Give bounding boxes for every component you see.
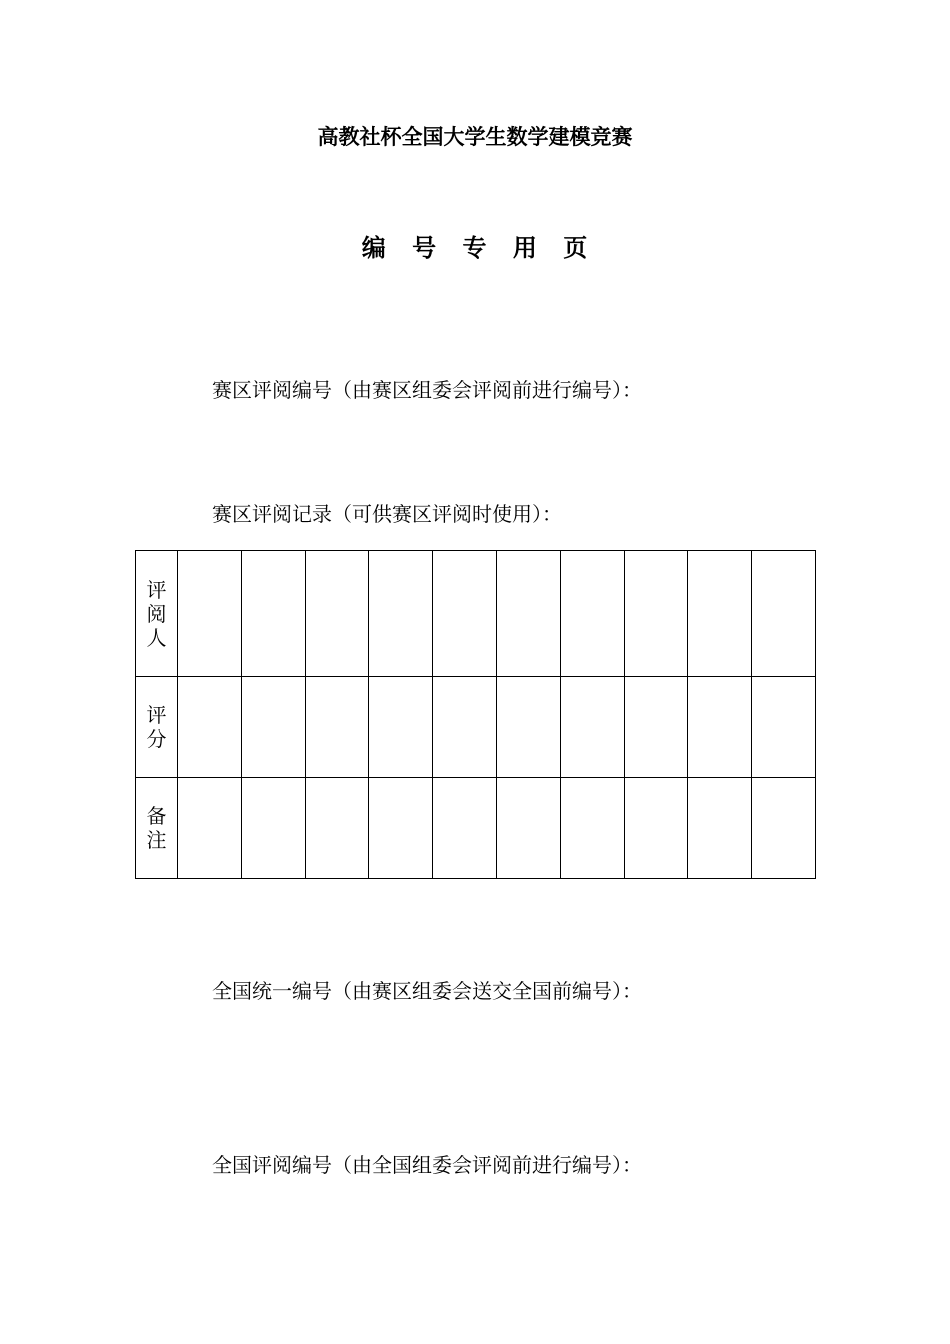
- table-cell[interactable]: [688, 551, 752, 677]
- table-cell[interactable]: [496, 551, 560, 677]
- table-cell[interactable]: [560, 778, 624, 879]
- table-row-notes: [136, 778, 816, 879]
- table-cell[interactable]: [496, 778, 560, 879]
- table-cell[interactable]: [369, 778, 433, 879]
- table-cell[interactable]: [560, 677, 624, 778]
- table-cell[interactable]: [433, 778, 497, 879]
- row-label-score: 评分: [136, 677, 178, 778]
- table-cell[interactable]: [305, 551, 369, 677]
- page-title: 高教社杯全国大学生数学建模竞赛: [317, 124, 633, 149]
- table-cell[interactable]: [752, 551, 816, 677]
- row-label-reviewer: 评阅人: [136, 551, 178, 677]
- row-label-notes: 备注: [136, 778, 178, 879]
- division-review-record-label: 赛区评阅记录（可供赛区评阅时使用）：: [212, 502, 562, 526]
- table-cell[interactable]: [624, 677, 688, 778]
- table-cell[interactable]: [369, 551, 433, 677]
- table-cell[interactable]: [433, 551, 497, 677]
- table-cell[interactable]: [752, 677, 816, 778]
- national-review-number-label: 全国评阅编号（由全国组委会评阅前进行编号）：: [212, 1153, 642, 1177]
- national-unified-number-label: 全国统一编号（由赛区组委会送交全国前编号）：: [212, 979, 642, 1003]
- review-record-table: [135, 550, 816, 879]
- table-cell[interactable]: [688, 677, 752, 778]
- table-cell[interactable]: [241, 677, 305, 778]
- table-cell[interactable]: [624, 551, 688, 677]
- table-cell[interactable]: [241, 778, 305, 879]
- table-cell[interactable]: [305, 778, 369, 879]
- page-subtitle: 编 号 专 用 页: [361, 233, 597, 262]
- table-cell[interactable]: [624, 778, 688, 879]
- table-cell[interactable]: [752, 778, 816, 879]
- table-cell[interactable]: [178, 778, 242, 879]
- table-cell[interactable]: [178, 677, 242, 778]
- table-cell[interactable]: [241, 551, 305, 677]
- table-cell[interactable]: [688, 778, 752, 879]
- division-review-number-label: 赛区评阅编号（由赛区组委会评阅前进行编号）：: [212, 378, 642, 402]
- table-cell[interactable]: [496, 677, 560, 778]
- table-row-score: [136, 677, 816, 778]
- table-row-reviewer: [136, 551, 816, 677]
- table-cell[interactable]: [178, 551, 242, 677]
- table-cell[interactable]: [560, 551, 624, 677]
- table-cell[interactable]: [369, 677, 433, 778]
- table-cell[interactable]: [305, 677, 369, 778]
- table-cell[interactable]: [433, 677, 497, 778]
